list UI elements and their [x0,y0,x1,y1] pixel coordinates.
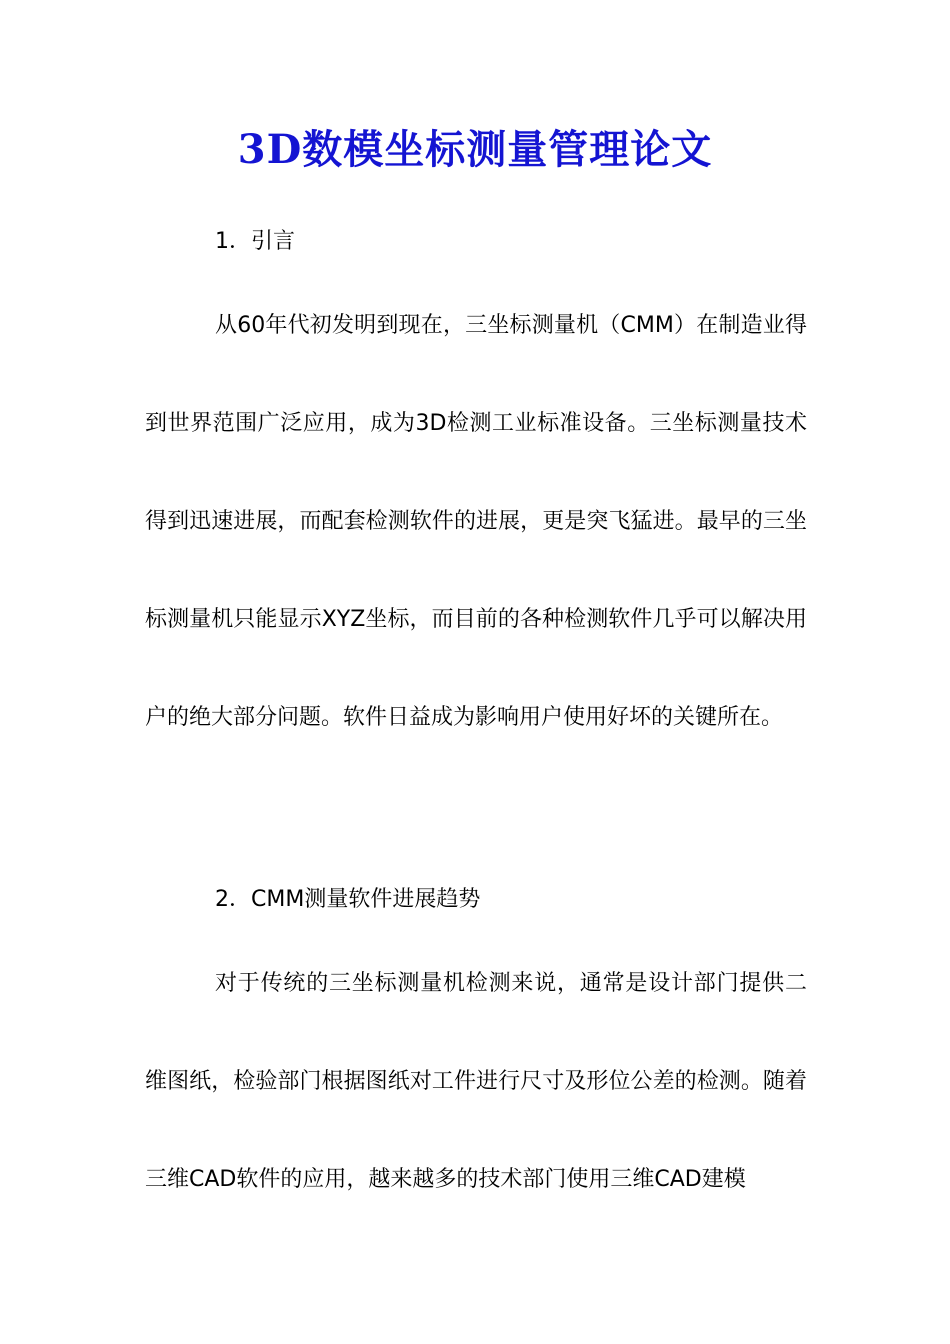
section-heading-cmm-trends: 2．CMM测量软件进展趋势 [215,887,481,912]
section-heading-introduction: 1．引言 [215,229,295,254]
document-title: 3D数模坐标测量管理论文 [237,126,713,173]
section-paragraph-cmm-trends: 对于传统的三坐标测量机检测来说，通常是设计部门提供二维图纸，检验部门根据图纸对工件进行尺寸及形位公差的检测。随着三维CAD软件的应用，越来越多的技术部门使用三维CAD建模 [145,971,807,1192]
section-paragraph-introduction: 从60年代初发明到现在，三坐标测量机（CMM）在制造业得到世界范围广泛应用，成为3D检测工业标准设备。三坐标测量技术得到迅速进展，而配套检测软件的进展，更是突飞猛进。最早的三坐标测量机只能显示XYZ坐标，而目前的各种检测软件几乎可以解决用户的绝大部分问题。软件日益成为影响用户使用好坏的关键所在。 [145,313,807,730]
